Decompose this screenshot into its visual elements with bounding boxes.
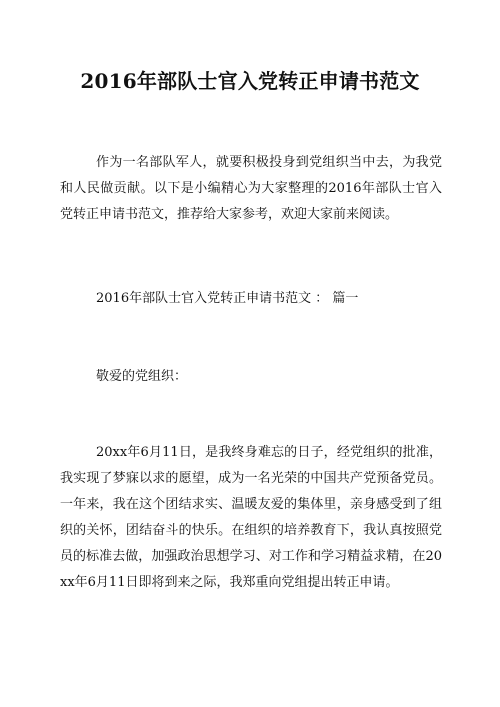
salutation: 敬爱的党组织： [96, 369, 188, 384]
body-paragraph: 20xx年6月11日，是我终身难忘的日子，经党组织的批准，我实现了梦寐以求的愿望，成为一名光荣的中国共产党预备党员。一年来，我在这个团结求实、温暖友爱的集体里，亲身感受到了组织的关怀，团结奋斗的快乐。在组织的培养教育下，我认真按照党员的标准去做，加强政治思想学习、对工作和学习精益求精，在20xx年6月11日即将到来之际，我郑重向党组提出转正申请。 [60, 445, 442, 590]
intro-paragraph: 作为一名部队军人，就要积极投身到党组织当中去，为我党和人民做贡献。以下是小编精心为大家整理的2016年部队士官入党转正申请书范文，推荐给大家参考，欢迎大家前来阅读。 [60, 155, 442, 222]
document-title: 2016年部队士官入党转正申请书范文 [80, 69, 420, 93]
section-heading: 2016年部队士官入党转正申请书范文 ： 篇一 [96, 291, 359, 306]
